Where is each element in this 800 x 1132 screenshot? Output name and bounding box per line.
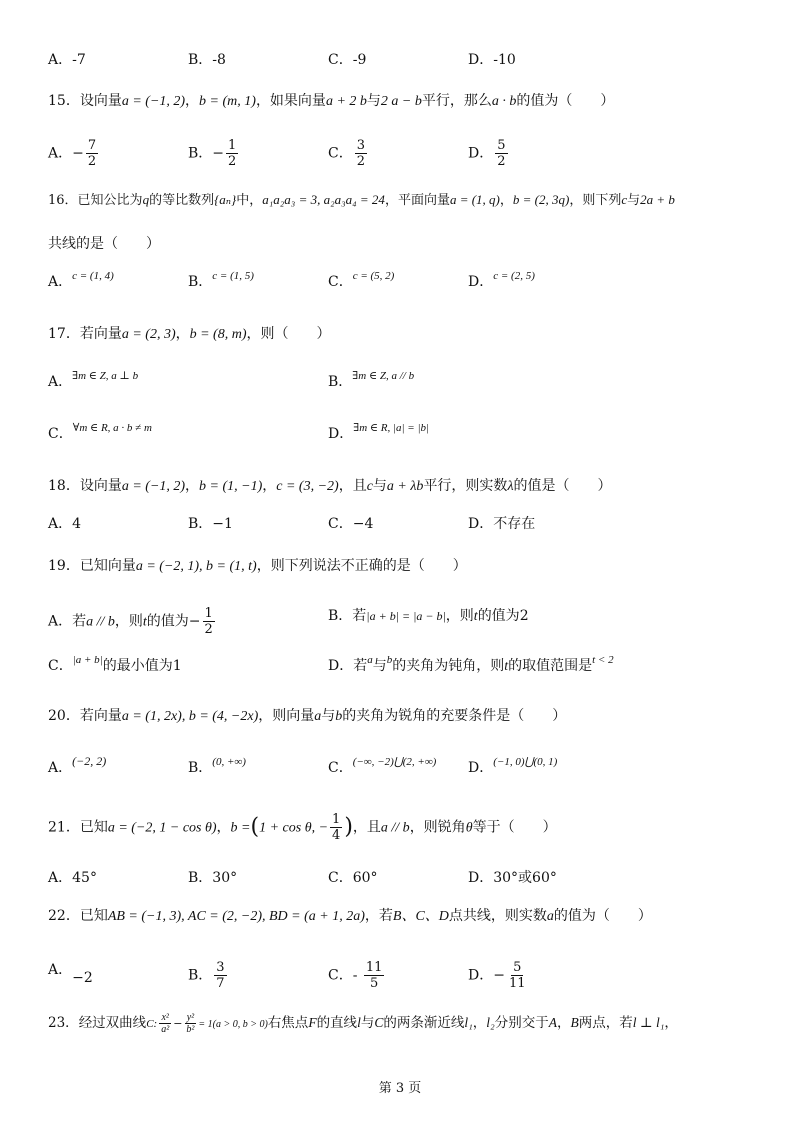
q16-option-c: C．$^{c = (5, 2)}$	[328, 270, 395, 290]
q17-option-b: B．$^{\exists m \in Z, a // b}$	[328, 370, 415, 390]
q23-stem: 23．经过双曲线C: $\frac{\text{x²}}{\text{a²}}$ − $\frac{\text{y²}}{\text{b²}}$ = 1(a > 0, b > 0)右焦点F的直线l与C的两条渐近线l₁，l₂分别交于A，B两点，若l ⊥ l₁，	[48, 1012, 678, 1035]
q19-stem: 19．已知向量a = (−2, 1), b = (1, t)，则下列说法不正确的是（ ）	[48, 558, 467, 574]
q17-option-c: C．$^{\forall m \in R, a \cdot b \ne m}$	[48, 422, 152, 442]
q20-option-c: C．$^{(-\infty, -2)⋃(2, +\infty)}$	[328, 756, 437, 776]
q19-option-c: C．$^{|a + b|}$的最小值为1	[48, 654, 182, 674]
q15-option-c: C． $\frac{3}{2}$	[328, 138, 365, 169]
q22-stem: 22．已知AB = (−1, 3), AC = (2, −2), BD = (a + 1, 2a)，若B、C、D点共线，则实数a的值为（ ）	[48, 908, 652, 924]
q17-option-d: D．$^{\exists m \in R, |a| = |b|}$	[328, 422, 430, 442]
q22-option-b: B． $\frac{3}{7}$	[188, 960, 225, 991]
q20-option-d: D．$^{(-1, 0)⋃(0, 1)}$	[468, 756, 558, 776]
q20-option-a: A．(−2, 2)	[48, 754, 107, 776]
q21-option-a: A．45°	[48, 870, 97, 886]
q18-option-a: A．4	[48, 516, 82, 532]
q17-stem: 17．若向量a = (2, 3)，b = (8, m)，则（ ）	[48, 326, 331, 342]
q18-option-b: B．−1	[188, 516, 233, 532]
q15-option-d: D． $\frac{5}{2}$	[468, 138, 506, 169]
q16-option-a: A．$^{c = (1, 4)}$	[48, 270, 114, 290]
q21-option-d: D．30°或60°	[468, 870, 557, 886]
q18-option-c: C．−4	[328, 516, 374, 532]
q19-option-a: A．若a // b，则t的值为− $\frac{1}{2}$	[48, 606, 213, 637]
q14-option-d: D．-10	[468, 52, 516, 68]
q16-option-b: B．$^{c = (1, 5)}$	[188, 270, 254, 290]
q15-option-b: B．− $\frac{1}{2}$	[188, 138, 237, 169]
q18-stem: 18．设向量a = (−1, 2)，b = (1, −1)，c = (3, −2)，且c与a + λb平行，则实数λ的值是（ ）	[48, 478, 612, 494]
q22-option-d: D．− $\frac{5}{11}$	[468, 960, 526, 991]
q22-option-a: A．−2	[48, 962, 93, 986]
q21-option-c: C．60°	[328, 870, 378, 886]
q14-option-b: B．-8	[188, 52, 226, 68]
q21-stem: 21．已知a = (−2, 1 − cos θ)，b =(1 + cos θ, − $\frac{1}{4}$ )，且a // b，则锐角θ等于（ ）	[48, 812, 557, 843]
q20-option-b: B．$^{(0, +\infty)}$	[188, 756, 246, 776]
q20-stem: 20．若向量a = (1, 2x), b = (4, −2x)，则向量a与b的夹角为锐角的充要条件是（ ）	[48, 708, 567, 724]
q15-stem: 15．设向量a = (−1, 2)，b = (m, 1)，如果向量a + 2 b与2 a − b平行，那么a · b的值为（ ）	[48, 93, 615, 109]
page-number: 第 3 页	[378, 1081, 422, 1096]
q22-option-c: C．- $\frac{11}{5}$	[328, 960, 383, 991]
q16-stem: 16．已知公比为q的等比数列{aₙ}中，a₁a₂a₃ = 3, a₂a₃a₄ = 24，平面向量a = (1, q)，b = (2, 3q)，则下列c与2a + b	[48, 192, 675, 208]
q21-option-b: B．30°	[188, 870, 238, 886]
q18-option-d: D．不存在	[468, 516, 536, 532]
q19-option-b: B．若|a + b| = |a − b|，则t的值为2	[328, 608, 529, 624]
q19-option-d: D．若$^a$与$^b$的夹角为钝角，则t的取值范围是$^{t < 2}$	[328, 654, 614, 674]
q17-option-a: A．$^{\exists m \in Z, a \perp b}$	[48, 370, 139, 390]
q14-option-c: C．-9	[328, 52, 367, 68]
q16-option-d: D．$^{c = (2, 5)}$	[468, 270, 535, 290]
q15-option-a: A．− $\frac{7}{2}$	[48, 138, 97, 169]
q14-option-a: A．-7	[48, 52, 86, 68]
q16-stem-cont: 共线的是（ ）	[48, 236, 160, 252]
